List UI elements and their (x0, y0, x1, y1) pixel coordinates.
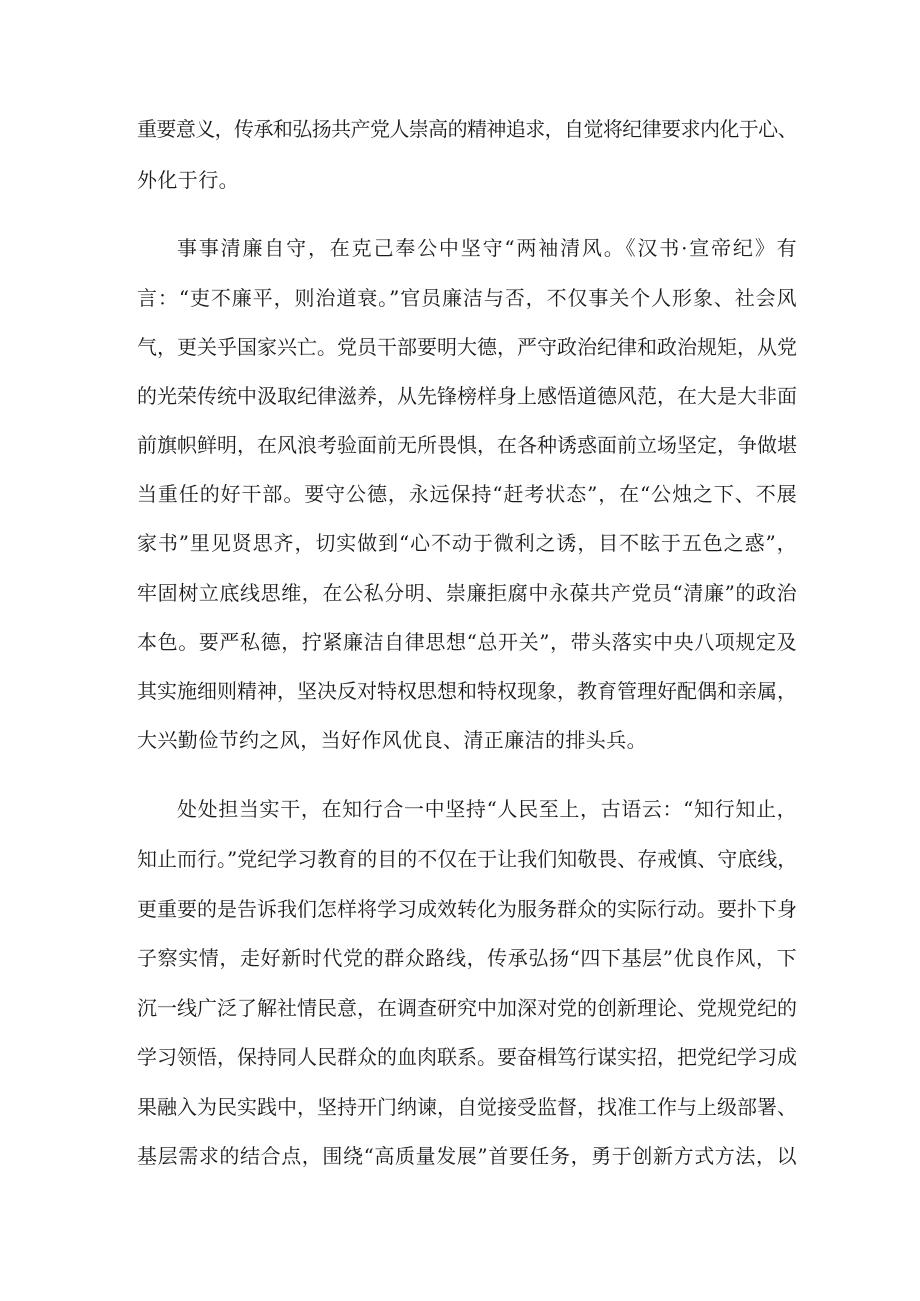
text-line: 牢固树立底线思维，在公私分明、崇廉拒腐中永葆共产党员“清廉”的政治 (137, 581, 797, 605)
text-line: 言：“吏不廉平，则治道衰。”官员廉洁与否，不仅事关个人形象、社会风 (137, 286, 797, 310)
text-line: 处处担当实干，在知行合一中坚持“人民至上，古语云：“知行知止， (177, 797, 797, 821)
text-line: 重要意义，传承和弘扬共产党人崇高的精神追求，自觉将纪律要求内化于心、 (137, 117, 797, 141)
text-line: 气，更关乎国家兴亡。党员干部要明大德，严守政治纪律和政治规矩，从党 (137, 335, 797, 359)
text-line: 沉一线广泛了解社情民意，在调查研究中加深对党的创新理论、党规党纪的 (137, 996, 797, 1020)
text-line: 大兴勤俭节约之风，当好作风优良、清正廉洁的排头兵。 (137, 728, 647, 752)
text-line: 更重要的是告诉我们怎样将学习成效转化为服务群众的实际行动。要扑下身 (137, 897, 797, 921)
text-line: 子察实情，走好新时代党的群众路线，传承弘扬“四下基层”优良作风，下 (137, 946, 797, 970)
text-line: 前旗帜鲜明，在风浪考验面前无所畏惧，在各种诱惑面前立场坚定，争做堪 (137, 433, 797, 457)
text-line: 基层需求的结合点，围绕“高质量发展”首要任务，勇于创新方式方法，以 (137, 1144, 797, 1168)
text-line: 其实施细则精神，坚决反对特权思想和特权现象，教育管理好配偶和亲属， (137, 679, 797, 703)
text-line: 的光荣传统中汲取纪律滋养，从先锋榜样身上感悟道德风范，在大是大非面 (137, 384, 797, 408)
text-line: 知止而行。”党纪学习教育的目的不仅在于让我们知敬畏、存戒慎、守底线， (137, 847, 798, 871)
text-line: 当重任的好干部。要守公德，永远保持“赶考状态”，在“公烛之下、不展 (137, 482, 797, 506)
text-line: 本色。要严私德，拧紧廉洁自律思想“总开关”，带头落实中央八项规定及 (137, 630, 797, 654)
text-line: 学习领悟，保持同人民群众的血肉联系。要奋楫笃行谋实招，把党纪学习成 (137, 1045, 797, 1069)
text-line: 事事清廉自守，在克己奉公中坚守“两袖清风。《汉书·宣帝纪》有 (177, 236, 797, 260)
text-line: 外化于行。 (137, 168, 239, 192)
text-line: 家书”里见贤思齐，切实做到“心不动于微利之诱，目不眩于五色之惑”， (137, 531, 797, 555)
text-line: 果融入为民实践中，坚持开门纳谏，自觉接受监督，找准工作与上级部署、 (137, 1095, 797, 1119)
